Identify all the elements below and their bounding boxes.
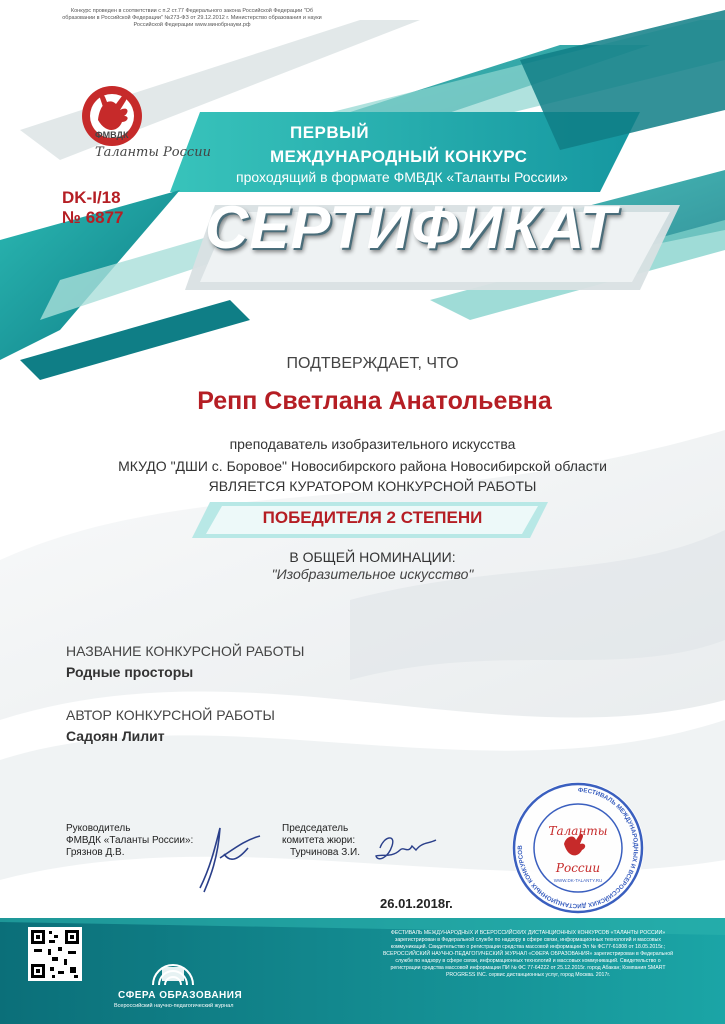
recipient-name: Репп Светлана Анатольевна	[197, 387, 552, 415]
stamp-top-word: Таланты	[548, 824, 608, 838]
head-name: Грязнов Д.В.	[66, 847, 125, 858]
stamp-ring-text: ФЕСТИВАЛЬ МЕЖДУНАРОДНЫХ И ВСЕРОССИЙСКИХ ДИСТАНЦИОННЫХ КОНКУРСОВ	[516, 786, 639, 910]
work-title-label: НАЗВАНИЕ КОНКУРСНОЙ РАБОТЫ	[66, 643, 305, 659]
nomination-value: "Изобразительное искусство"	[271, 566, 474, 582]
qr-code[interactable]	[28, 927, 82, 981]
jury-signature-block	[282, 823, 360, 859]
sfera-title: СФЕРА ОБРАЗОВАНИЯ	[118, 990, 243, 1001]
head-signature-block	[66, 823, 193, 859]
jury-title-2: комитета жюри:	[282, 835, 356, 846]
sfera-logo-icon	[148, 945, 198, 989]
issue-date: 26.01.2018г.	[380, 896, 453, 911]
work-title-value: Родные просторы	[66, 664, 194, 680]
sfera-subtitle: Всероссийский научно-педагогический журнал	[114, 1003, 234, 1009]
work-author-label: АВТОР КОНКУРСНОЙ РАБОТЫ	[66, 707, 275, 723]
contest-line-2: МЕЖДУНАРОДНЫЙ КОНКУРС	[270, 147, 528, 166]
certificate-number-row	[62, 208, 124, 228]
contest-line-3: проходящий в формате ФМВДК «Таланты России»	[236, 169, 568, 185]
head-title-2: ФМВДК «Таланты России»:	[66, 835, 194, 846]
logo-abbreviation: ФМВДК	[95, 130, 129, 140]
recipient-position: преподаватель изобразительного искусства	[229, 436, 516, 452]
certificate-series: DK-I/18	[62, 188, 121, 207]
confirms-text: ПОДТВЕРЖДАЕТ, ЧТО	[286, 355, 459, 372]
certificate-title: СЕРТИФИКАТ	[205, 194, 617, 261]
logo-name: Таланты России	[95, 145, 211, 160]
jury-signature	[372, 828, 442, 868]
certificate-code	[62, 188, 124, 228]
talents-russia-logo	[70, 80, 200, 180]
certificate-number: 6877	[85, 208, 124, 227]
number-sign: №	[62, 208, 81, 227]
jury-name: Турчинова З.И.	[290, 847, 360, 858]
award-text: ПОБЕДИТЕЛЯ 2 СТЕПЕНИ	[262, 508, 483, 527]
legal-notice-top: Конкурс проведен в соответствии с п.2 ст.77 Федерального закона Российской Федерации "Об образовании в Российской Федерации" №273-ФЗ от 29.12.2012 г. Министерство образования и науки Российской Федерации www.минобрнауки.рф	[62, 8, 322, 28]
nomination-label: В ОБЩЕЙ НОМИНАЦИИ:	[289, 549, 456, 565]
jury-title-1: Председатель	[282, 823, 349, 834]
official-stamp	[508, 778, 648, 918]
legal-notice-footer: ФЕСТИВАЛЬ МЕЖДУНАРОДНЫХ И ВСЕРОССИЙСКИХ ДИСТАНЦИОННЫХ КОНКУРСОВ «ТАЛАНТЫ РОССИИ» зарегистрирован в Федеральной службе по надзору в сфере связи, информационных технологий и массовых коммуникаций. Свидетельство о регистрации средства массовой информации Эл № ФС77-61808 от 18.05.2015г.; ВСЕРОССИЙСКИЙ НАУЧНО-ПЕДАГОГИЧЕСКИЙ ЖУРНАЛ «СФЕРА ОБРАЗОВАНИЯ» зарегистрирован в Федеральной службе по надзору в сфере связи, информационных технологий и массовых коммуникаций. Свидетельство о регистрации средства массовой информации ПИ № ФС 77-64222 от 25.12.2015г. город Абакан; Компания SMART PROGRESS INC. сервис дистанционных услуг, город Москва. 2017г.	[383, 930, 674, 978]
stamp-bottom-word: России	[555, 861, 601, 875]
head-title-1: Руководитель	[66, 823, 131, 834]
work-author-value: Садоян Лилит	[66, 728, 165, 744]
recipient-role: ЯВЛЯЕТСЯ КУРАТОРОМ КОНКУРСНОЙ РАБОТЫ	[208, 478, 537, 494]
head-signature	[190, 818, 265, 896]
stamp-site: WWW.DK-TALANTY.RU	[553, 878, 603, 883]
contest-line-1: ПЕРВЫЙ	[290, 123, 370, 142]
recipient-organization: МКУДО "ДШИ с. Боровое" Новосибирского района Новосибирской области	[118, 458, 607, 474]
